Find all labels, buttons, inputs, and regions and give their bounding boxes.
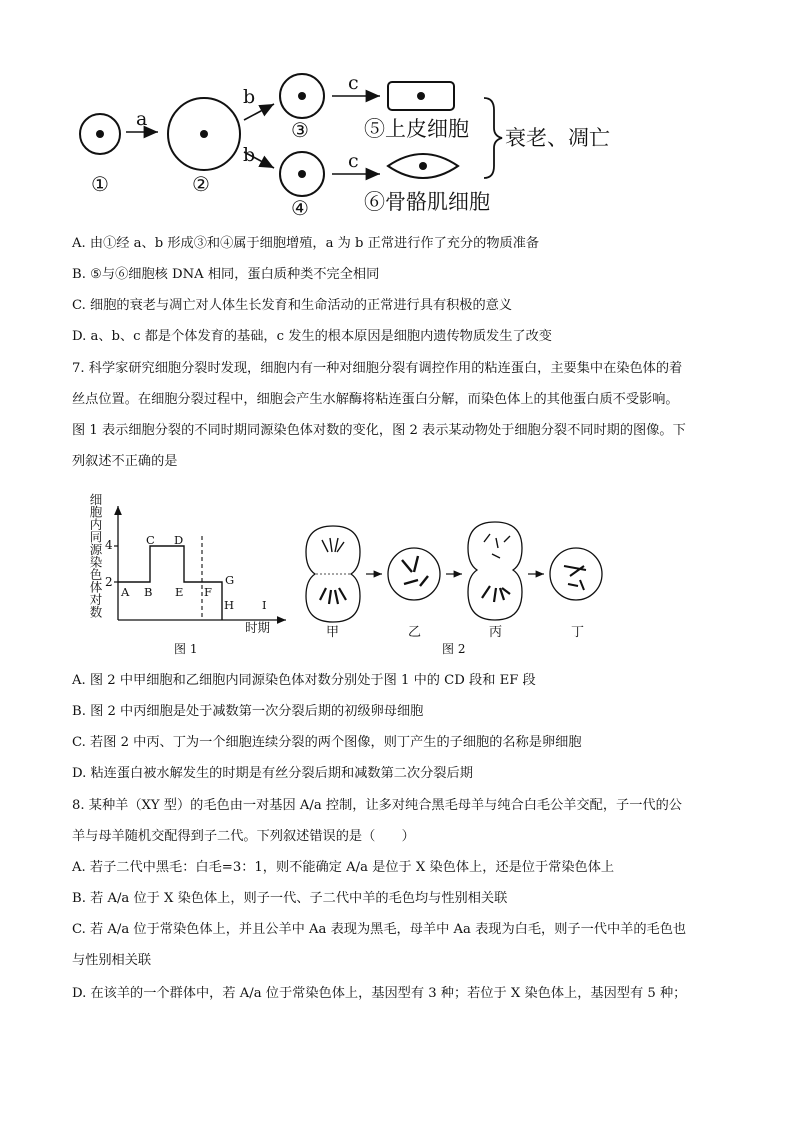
q7-option-d: D. 粘连蛋白被水解发生的时期是有丝分裂后期和减数第二次分裂后期 <box>72 766 473 781</box>
q6-option-b: B. ⑤与⑥细胞核 DNA 相同，蛋白质种类不完全相同 <box>72 267 380 282</box>
label-b-down: b <box>243 144 256 166</box>
label-cell-1: ① <box>91 172 109 196</box>
label-c-down: c <box>348 150 359 172</box>
cell-bing <box>468 522 522 620</box>
q8-stem-line-1: 8. 某种羊（XY 型）的毛色由一对基因 A/a 控制，让多对纯合黑毛母羊与纯合白毛公羊交配，子一代的公 <box>72 798 682 813</box>
fig1-point-h: H <box>224 598 235 612</box>
q6-option-d: D. a、b、c 都是个体发育的基础，c 发生的根本原因是细胞内遗传物质发生了改变 <box>72 329 552 344</box>
q7-option-b: B. 图 2 中丙细胞是处于减数第一次分裂后期的初级卵母细胞 <box>72 704 424 719</box>
label-aging-apoptosis: 衰老、凋亡 <box>505 126 610 150</box>
label-b-up: b <box>243 86 256 108</box>
bracket <box>484 98 502 178</box>
q8-option-a: A. 若子二代中黑毛：白毛=3：1，则不能确定 A/a 是位于 X 染色体上，还是位于常染色体上 <box>72 860 615 875</box>
fig1-point-d: D <box>174 533 184 547</box>
fig2-label-bing: 丙 <box>489 625 503 640</box>
q7-stem-line-3: 图 1 表示细胞分裂的不同时期同源染色体对数的变化，图 2 表示某动物处于细胞分裂不同时期的图像。下 <box>72 423 686 438</box>
fig1-xlabel: 时期 <box>245 620 271 635</box>
q8-option-d: D. 在该羊的一个群体中，若 A/a 位于常染色体上，基因型有 3 种；若位于 X 染色体上，基因型有 5 种； <box>72 986 687 1001</box>
label-cell-2: ② <box>192 172 210 196</box>
cell-jia <box>306 526 360 622</box>
q7-stem-line-1: 7. 科学家研究细胞分裂时发现，细胞内有一种对细胞分裂有调控作用的粘连蛋白，主要集中在染色体的着 <box>72 361 683 376</box>
q8-option-b: B. 若 A/a 位于 X 染色体上，则子一代、子二代中羊的毛色均与性别相关联 <box>72 891 508 906</box>
fig1-ytick-2: 2 <box>105 575 113 589</box>
q8-option-c-line-2: 与性别相关联 <box>72 953 152 968</box>
cell-ding <box>550 548 602 600</box>
fig1-point-e: E <box>175 585 184 599</box>
label-cell-5: ⑤上皮细胞 <box>364 117 469 141</box>
fig1-point-c: C <box>146 533 155 547</box>
fig1-point-f: F <box>204 585 212 599</box>
label-c-up: c <box>348 72 359 94</box>
q6-option-c: C. 细胞的衰老与凋亡对人体生长发育和生命活动的正常进行具有积极的意义 <box>72 298 513 313</box>
fig1-step-line <box>118 546 222 620</box>
cell-yi <box>388 548 440 600</box>
fig1-ylabel: 细胞内同源染色体对数 <box>88 493 103 618</box>
figure-2-cells <box>296 520 616 628</box>
fig1-caption: 图 1 <box>174 642 198 656</box>
fig1-point-i: I <box>262 598 267 612</box>
label-cell-3: ③ <box>291 118 309 142</box>
fig2-label-jia: 甲 <box>326 625 340 640</box>
label-cell-4: ④ <box>291 196 309 220</box>
fig1-point-a: A <box>121 585 130 599</box>
q7-option-a: A. 图 2 中甲细胞和乙细胞内同源染色体对数分别处于图 1 中的 CD 段和 EF 段 <box>72 673 536 688</box>
fig1-point-b: B <box>144 585 153 599</box>
fig2-caption: 图 2 <box>442 642 466 656</box>
q7-stem-line-2: 丝点位置。在细胞分裂过程中，细胞会产生水解酶将粘连蛋白分解，而染色体上的其他蛋白质不受影响。 <box>72 392 679 407</box>
q8-option-c-line-1: C. 若 A/a 位于常染色体上，并且公羊中 Aa 表现为黑毛，母羊中 Aa 表现为白毛，则子一代中羊的毛色也 <box>72 922 687 937</box>
fig2-label-ding: 丁 <box>571 625 585 640</box>
q7-option-c: C. 若图 2 中丙、丁为一个细胞连续分裂的两个图像，则丁产生的子细胞的名称是卵细胞 <box>72 735 582 750</box>
q7-stem-line-4: 列叙述不正确的是 <box>72 454 178 469</box>
fig1-ytick-4: 4 <box>105 538 113 552</box>
q6-option-a: A. 由①经 a、b 形成③和④属于细胞增殖，a 为 b 正常进行作了充分的物质准备 <box>72 236 540 251</box>
label-cell-6: ⑥骨骼肌细胞 <box>364 190 490 214</box>
fig2-label-yi: 乙 <box>408 625 422 640</box>
fig1-point-g: G <box>225 573 235 587</box>
label-a: a <box>136 108 148 130</box>
q8-stem-line-2: 羊与母羊随机交配得到子二代。下列叙述错误的是（ ） <box>72 829 415 844</box>
